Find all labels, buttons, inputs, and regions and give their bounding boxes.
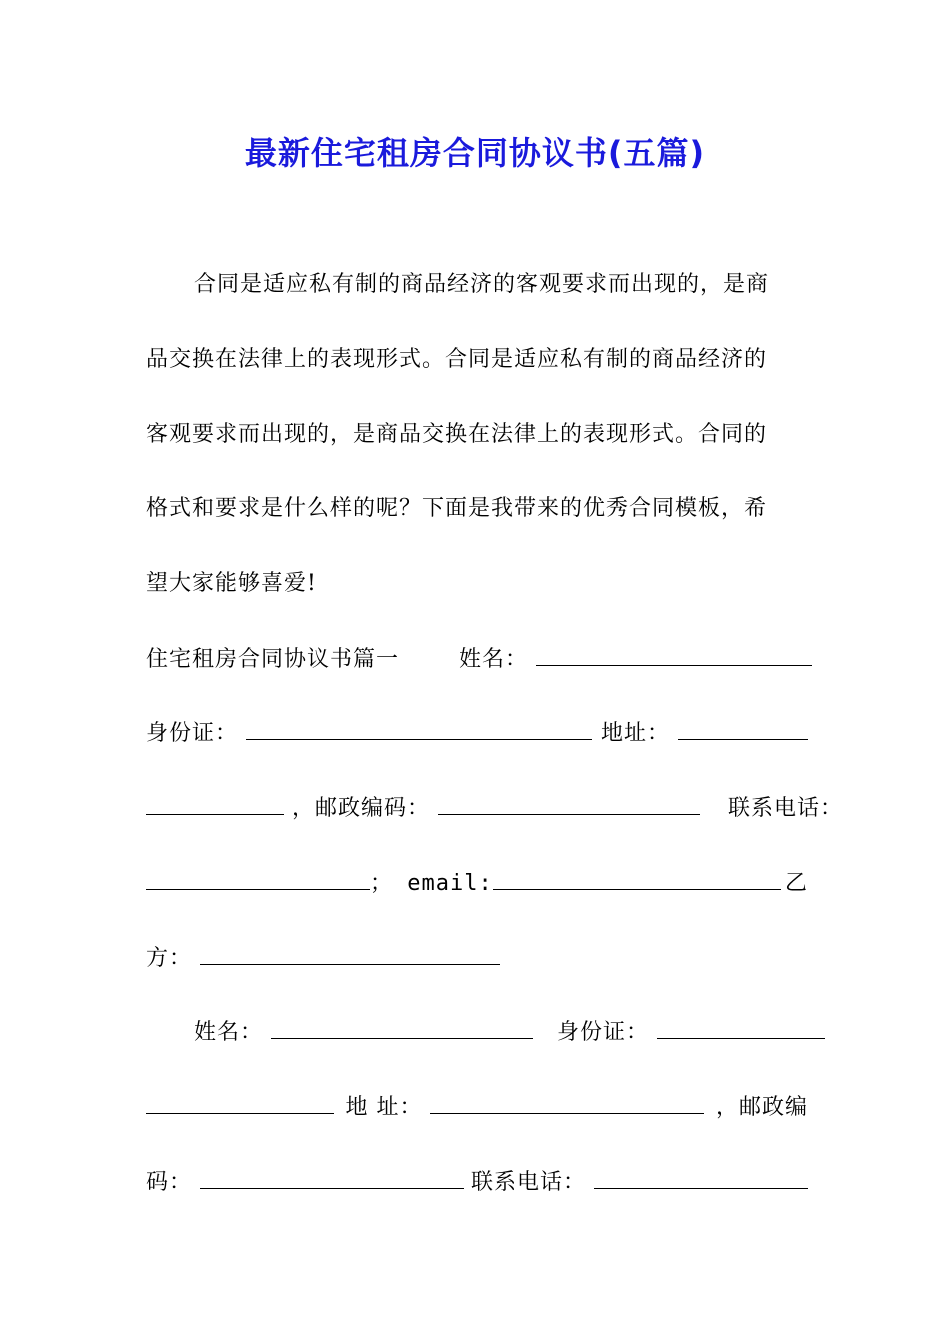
name-label: 姓名：: [459, 647, 529, 672]
id-label: 身份证：: [146, 721, 239, 746]
b-name-label: 姓名：: [194, 1020, 264, 1045]
postcode-field[interactable]: [438, 794, 700, 815]
party-b-label-part2: 方：: [146, 946, 193, 971]
intro-line-5: 望大家能够喜爱!: [146, 571, 317, 596]
intro-line-3: 客观要求而出现的，是商品交换在法律上的表现形式。合同的: [146, 422, 768, 447]
b-postcode-field[interactable]: [200, 1168, 464, 1189]
postcode-label: ，邮政编码：: [292, 796, 431, 821]
b-address-label: 地 址：: [345, 1095, 423, 1120]
section-title: 住宅租房合同协议书篇一: [146, 647, 400, 672]
form-line-5: [146, 944, 808, 974]
email-label: ； email:: [370, 871, 493, 896]
form-line-7: [146, 1093, 808, 1123]
id-field[interactable]: [246, 719, 592, 740]
name-field[interactable]: [536, 645, 812, 666]
b-id-label: 身份证：: [557, 1020, 650, 1045]
form-line-3: [146, 794, 844, 824]
b-address-field[interactable]: [430, 1093, 704, 1114]
phone-label: 联系电话：: [728, 796, 844, 821]
b-name-field[interactable]: [271, 1018, 533, 1039]
address-label: 地址：: [600, 721, 670, 746]
b-phone-field[interactable]: [594, 1168, 808, 1189]
b-postcode-label-part1: ，邮政编: [715, 1095, 808, 1120]
phone-field[interactable]: [146, 869, 370, 890]
email-field[interactable]: [493, 869, 781, 890]
b-id-field[interactable]: [657, 1018, 825, 1039]
party-b-field[interactable]: [200, 944, 500, 965]
b-id-field-cont[interactable]: [146, 1093, 334, 1114]
party-b-label-part1: 乙: [784, 871, 808, 896]
form-line-8: [146, 1168, 808, 1198]
intro-line-4: 格式和要求是什么样的呢？下面是我带来的优秀合同模板，希: [146, 496, 768, 521]
document-title: 最新住宅租房合同协议书(五篇): [244, 134, 706, 172]
form-line-4: [146, 869, 808, 899]
intro-line-2: 品交换在法律上的表现形式。合同是适应私有制的商品经济的: [146, 347, 768, 372]
form-line-6: [146, 1018, 808, 1048]
form-line-1: [146, 645, 808, 675]
address-field-cont[interactable]: [146, 794, 284, 815]
b-phone-label: 联系电话：: [470, 1170, 586, 1195]
b-postcode-label-part2: 码：: [146, 1170, 193, 1195]
intro-line-1: 合同是适应私有制的商品经济的客观要求而出现的，是商: [194, 272, 770, 297]
form-line-2: [146, 719, 808, 749]
address-field[interactable]: [678, 719, 808, 740]
